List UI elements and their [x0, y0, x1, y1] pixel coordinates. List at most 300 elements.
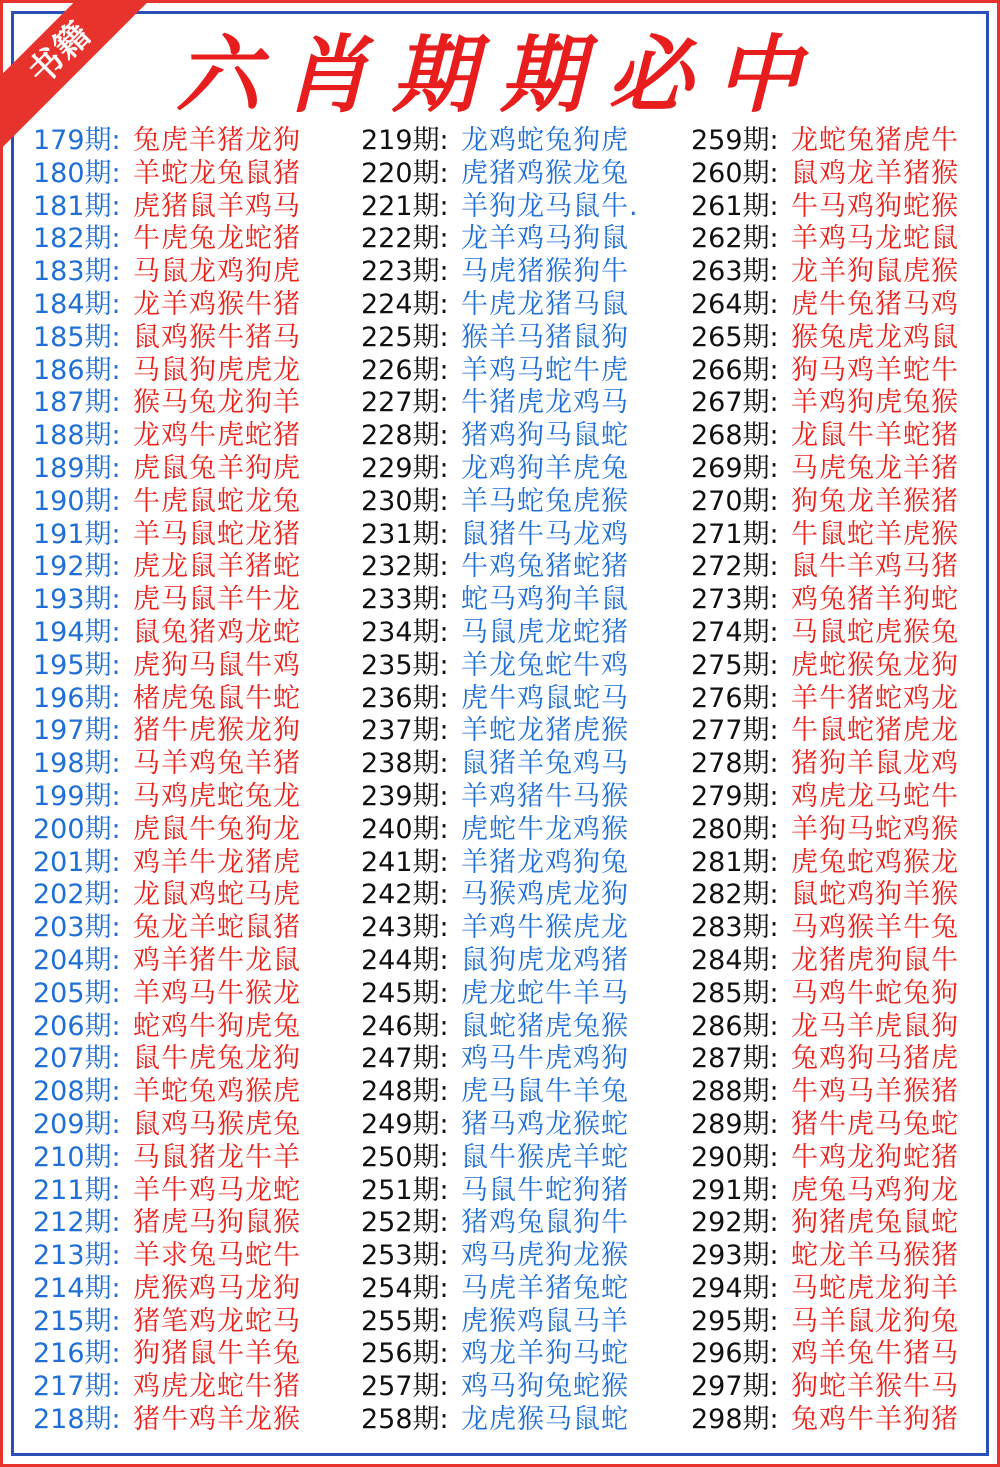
list-item: [361, 1338, 639, 1371]
issue-number: 261期:: [691, 190, 779, 222]
zodiac-picks: 牛鸡兔猪蛇猪: [461, 551, 629, 583]
zodiac-picks: 狗兔龙羊猴猪: [791, 485, 959, 517]
list-item: [33, 1371, 301, 1404]
issue-number: 211期:: [33, 1174, 121, 1206]
issue-number: 234期:: [361, 616, 449, 648]
list-item: [691, 1240, 959, 1273]
list-item: [691, 256, 959, 289]
issue-number: 202期:: [33, 879, 121, 911]
list-item: [33, 683, 301, 716]
list-item: [33, 125, 301, 158]
issue-number: 192期:: [33, 551, 121, 583]
issue-number: 298期:: [691, 1404, 779, 1436]
zodiac-picks: 虎蛇猴兔龙狗: [791, 649, 959, 681]
issue-number: 204期:: [33, 944, 121, 976]
zodiac-picks: 马鼠猪龙牛羊: [133, 1141, 301, 1173]
list-item: [361, 781, 639, 814]
list-item: [33, 879, 301, 912]
issue-number: 224期:: [361, 288, 449, 320]
list-item: [691, 1142, 959, 1175]
issue-number: 286期:: [691, 1010, 779, 1042]
zodiac-picks: 虎猴鸡鼠马羊: [461, 1305, 629, 1337]
issue-number: 185期:: [33, 321, 121, 353]
zodiac-picks: 羊狗龙马鼠牛.: [461, 190, 639, 222]
corner-badge: 书籍: [0, 0, 160, 153]
zodiac-picks: 羊马鼠蛇龙猪: [133, 518, 301, 550]
list-item: [33, 1076, 301, 1109]
list-item: [361, 191, 639, 224]
zodiac-picks: 马虎猪猴狗牛: [461, 256, 629, 288]
zodiac-picks: 马猴鸡虎龙狗: [461, 879, 629, 911]
zodiac-picks: 鸡虎龙马蛇牛: [791, 780, 959, 812]
zodiac-picks: 狗猪虎兔鼠蛇: [791, 1207, 959, 1239]
list-item: [33, 617, 301, 650]
issue-number: 182期:: [33, 223, 121, 255]
zodiac-picks: 鼠猪羊兔鸡马: [461, 748, 629, 780]
zodiac-picks: 猪马鸡龙猴蛇: [461, 1108, 629, 1140]
list-item: [33, 814, 301, 847]
list-item: [33, 650, 301, 683]
list-item: [33, 781, 301, 814]
issue-number: 290期:: [691, 1141, 779, 1173]
list-item: [33, 191, 301, 224]
list-item: [691, 814, 959, 847]
list-item: [361, 1240, 639, 1273]
zodiac-picks: 鸡马牛虎鸡狗: [461, 1043, 629, 1075]
zodiac-picks: 楮虎兔鼠牛蛇: [133, 682, 301, 714]
zodiac-picks: 鸡羊兔牛猪马: [791, 1338, 959, 1370]
issue-number: 281期:: [691, 846, 779, 878]
list-item: [361, 584, 639, 617]
issue-number: 249期:: [361, 1108, 449, 1140]
issue-number: 238期:: [361, 748, 449, 780]
issue-number: 200期:: [33, 813, 121, 845]
list-item: [691, 683, 959, 716]
issue-number: 184期:: [33, 288, 121, 320]
zodiac-picks: 龙羊鸡猴牛猪: [133, 288, 301, 320]
issue-number: 280期:: [691, 813, 779, 845]
issue-number: 250期:: [361, 1141, 449, 1173]
issue-number: 186期:: [33, 354, 121, 386]
list-item: [691, 125, 959, 158]
list-item: [33, 519, 301, 552]
issue-number: 248期:: [361, 1076, 449, 1108]
zodiac-picks: 羊鸡马蛇牛虎: [461, 354, 629, 386]
list-item: [361, 617, 639, 650]
list-item: [361, 125, 639, 158]
zodiac-picks: 羊牛鸡马龙蛇: [133, 1174, 301, 1206]
zodiac-picks: 蛇马鸡狗羊鼠: [461, 584, 629, 616]
list-item: [691, 191, 959, 224]
zodiac-picks: 猴羊马猪鼠狗: [461, 321, 629, 353]
zodiac-picks: 鼠猪牛马龙鸡: [461, 518, 629, 550]
zodiac-picks: 羊鸡马牛猴龙: [133, 977, 301, 1009]
list-item: [361, 912, 639, 945]
issue-number: 246期:: [361, 1010, 449, 1042]
issue-number: 195期:: [33, 649, 121, 681]
zodiac-picks: 虎兔马鸡狗龙: [791, 1174, 959, 1206]
zodiac-picks: 虎鼠兔羊狗虎: [133, 452, 301, 484]
issue-number: 242期:: [361, 879, 449, 911]
list-item: [33, 1142, 301, 1175]
issue-number: 295期:: [691, 1305, 779, 1337]
list-item: [33, 158, 301, 191]
zodiac-picks: 牛鸡龙狗蛇猪: [791, 1141, 959, 1173]
issue-number: 262期:: [691, 223, 779, 255]
zodiac-picks: 马鼠龙鸡狗虎: [133, 256, 301, 288]
zodiac-picks: 牛猪虎龙鸡马: [461, 387, 629, 419]
issue-number: 271期:: [691, 518, 779, 550]
issue-number: 228期:: [361, 420, 449, 452]
issue-number: 244期:: [361, 944, 449, 976]
issue-number: 194期:: [33, 616, 121, 648]
zodiac-picks: 虎兔蛇鸡猴龙: [791, 846, 959, 878]
list-item: [361, 650, 639, 683]
list-item: [691, 1306, 959, 1339]
zodiac-picks: 羊蛇龙猪虎猴: [461, 715, 629, 747]
issue-number: 227期:: [361, 387, 449, 419]
zodiac-picks: 猪狗羊鼠龙鸡: [791, 748, 959, 780]
zodiac-picks: 兔鸡狗马猪虎: [791, 1043, 959, 1075]
list-item: [33, 945, 301, 978]
list-item: [361, 519, 639, 552]
list-item: [33, 978, 301, 1011]
list-item: [361, 322, 639, 355]
zodiac-picks: 猴马兔龙狗羊: [133, 387, 301, 419]
issue-number: 213期:: [33, 1240, 121, 1272]
issue-number: 214期:: [33, 1272, 121, 1304]
zodiac-picks: 鼠鸡马猴虎兔: [133, 1108, 301, 1140]
zodiac-picks: 羊蛇兔鸡猴虎: [133, 1076, 301, 1108]
zodiac-picks: 虎龙蛇牛羊马: [461, 977, 629, 1009]
list-item: [361, 158, 639, 191]
zodiac-picks: 鸡龙羊狗马蛇: [461, 1338, 629, 1370]
list-item: [33, 748, 301, 781]
issue-number: 205期:: [33, 977, 121, 1009]
list-item: [361, 1043, 639, 1076]
list-item: [691, 486, 959, 519]
issue-number: 210期:: [33, 1141, 121, 1173]
list-item: [33, 486, 301, 519]
issue-number: 225期:: [361, 321, 449, 353]
list-item: [691, 584, 959, 617]
zodiac-picks: 虎猪鸡猴龙兔: [461, 157, 629, 189]
list-item: [33, 551, 301, 584]
issue-number: 264期:: [691, 288, 779, 320]
issue-number: 216期:: [33, 1338, 121, 1370]
zodiac-picks: 鼠鸡龙羊猪猴: [791, 157, 959, 189]
zodiac-picks: 猪鸡兔鼠狗牛: [461, 1207, 629, 1239]
zodiac-picks: 鼠狗虎龙鸡猪: [461, 944, 629, 976]
list-item: [691, 551, 959, 584]
issue-number: 279期:: [691, 780, 779, 812]
zodiac-picks: 虎牛兔猪马鸡: [791, 288, 959, 320]
issue-number: 221期:: [361, 190, 449, 222]
zodiac-picks: 虎牛鸡鼠蛇马: [461, 682, 629, 714]
issue-number: 196期:: [33, 682, 121, 714]
list-item: [361, 945, 639, 978]
zodiac-picks: 鼠牛羊鸡马猪: [791, 551, 959, 583]
issue-number: 183期:: [33, 256, 121, 288]
list-item: [691, 223, 959, 256]
list-item: [691, 650, 959, 683]
issue-number: 270期:: [691, 485, 779, 517]
issue-number: 215期:: [33, 1305, 121, 1337]
issue-number: 251期:: [361, 1174, 449, 1206]
zodiac-picks: 鸡马狗兔蛇猴: [461, 1371, 629, 1403]
issue-number: 240期:: [361, 813, 449, 845]
zodiac-picks: 龙鼠鸡蛇马虎: [133, 879, 301, 911]
list-item: [691, 1338, 959, 1371]
issue-number: 223期:: [361, 256, 449, 288]
issue-number: 288期:: [691, 1076, 779, 1108]
issue-number: 179期:: [33, 125, 121, 156]
list-item: [33, 1011, 301, 1044]
issue-number: 207期:: [33, 1043, 121, 1075]
list-item: [33, 256, 301, 289]
issue-number: 276期:: [691, 682, 779, 714]
issue-number: 237期:: [361, 715, 449, 747]
issue-number: 212期:: [33, 1207, 121, 1239]
list-item: [361, 1109, 639, 1142]
zodiac-picks: 鼠蛇鸡狗羊猴: [791, 879, 959, 911]
issue-number: 274期:: [691, 616, 779, 648]
zodiac-picks: 龙虎猴马鼠蛇: [461, 1404, 629, 1436]
list-item: [33, 453, 301, 486]
list-item: [691, 879, 959, 912]
zodiac-picks: 兔虎羊猪龙狗: [133, 125, 301, 156]
list-item: [691, 1207, 959, 1240]
issue-number: 282期:: [691, 879, 779, 911]
issue-number: 292期:: [691, 1207, 779, 1239]
list-item: [691, 781, 959, 814]
issue-number: 198期:: [33, 748, 121, 780]
issue-number: 254期:: [361, 1272, 449, 1304]
zodiac-picks: 羊鸡牛猴虎龙: [461, 912, 629, 944]
issue-number: 255期:: [361, 1305, 449, 1337]
list-item: [361, 223, 639, 256]
issue-number: 209期:: [33, 1108, 121, 1140]
list-item: [361, 387, 639, 420]
issue-number: 243期:: [361, 912, 449, 944]
issue-number: 289期:: [691, 1108, 779, 1140]
issue-number: 257期:: [361, 1371, 449, 1403]
zodiac-picks: 龙鼠牛羊蛇猪: [791, 420, 959, 452]
zodiac-picks: 羊鸡猪牛马猴: [461, 780, 629, 812]
list-item: [691, 453, 959, 486]
issue-number: 187期:: [33, 387, 121, 419]
issue-number: 275期:: [691, 649, 779, 681]
list-item: [361, 355, 639, 388]
list-item: [361, 420, 639, 453]
issue-number: 236期:: [361, 682, 449, 714]
list-item: [361, 978, 639, 1011]
zodiac-picks: 羊蛇龙兔鼠猪: [133, 157, 301, 189]
zodiac-picks: 马蛇虎龙狗羊: [791, 1272, 959, 1304]
list-item: [33, 1109, 301, 1142]
issue-number: 232期:: [361, 551, 449, 583]
list-item: [361, 551, 639, 584]
zodiac-picks: 狗马鸡羊蛇牛: [791, 354, 959, 386]
list-item: [361, 1076, 639, 1109]
issue-number: 256期:: [361, 1338, 449, 1370]
zodiac-picks: 龙蛇兔猪虎牛: [791, 125, 959, 156]
zodiac-picks: 羊狗马蛇鸡猴: [791, 813, 959, 845]
zodiac-picks: 龙鸡牛虎蛇猪: [133, 420, 301, 452]
issue-number: 188期:: [33, 420, 121, 452]
list-item: [33, 322, 301, 355]
list-item: [691, 912, 959, 945]
list-item: [691, 1273, 959, 1306]
issue-number: 229期:: [361, 452, 449, 484]
list-item: [33, 1207, 301, 1240]
list-item: [691, 1043, 959, 1076]
zodiac-picks: 兔鸡牛羊狗猪: [791, 1404, 959, 1436]
list-item: [691, 1109, 959, 1142]
issue-number: 252期:: [361, 1207, 449, 1239]
zodiac-picks: 虎猪鼠羊鸡马: [133, 190, 301, 222]
zodiac-picks: 虎蛇牛龙鸡猴: [461, 813, 629, 845]
zodiac-picks: 马鸡虎蛇兔龙: [133, 780, 301, 812]
zodiac-picks: 羊求兔马蛇牛: [133, 1240, 301, 1272]
issue-number: 273期:: [691, 584, 779, 616]
issue-number: 269期:: [691, 452, 779, 484]
list-item: [33, 1306, 301, 1339]
zodiac-picks: 虎猴鸡马龙狗: [133, 1272, 301, 1304]
issue-number: 277期:: [691, 715, 779, 747]
zodiac-picks: 鼠牛猴虎羊蛇: [461, 1141, 629, 1173]
issue-number: 231期:: [361, 518, 449, 550]
zodiac-picks: 马鸡牛蛇兔狗: [791, 977, 959, 1009]
zodiac-picks: 鸡羊猪牛龙鼠: [133, 944, 301, 976]
list-item: [361, 289, 639, 322]
zodiac-picks: 龙马羊虎鼠狗: [791, 1010, 959, 1042]
list-item: [361, 1142, 639, 1175]
list-item: [361, 683, 639, 716]
issue-number: 191期:: [33, 518, 121, 550]
list-item: [361, 1404, 639, 1437]
zodiac-picks: 蛇龙羊马猴猪: [791, 1240, 959, 1272]
list-item: [361, 814, 639, 847]
issue-number: 241期:: [361, 846, 449, 878]
zodiac-picks: 马羊鼠龙狗兔: [791, 1305, 959, 1337]
list-item: [33, 355, 301, 388]
list-item: [691, 1076, 959, 1109]
zodiac-picks: 牛鼠蛇羊虎猴: [791, 518, 959, 550]
list-item: [361, 1371, 639, 1404]
page-title: 六肖期期必中: [175, 25, 824, 124]
issue-number: 283期:: [691, 912, 779, 944]
issue-number: 189期:: [33, 452, 121, 484]
list-item: [691, 715, 959, 748]
issue-number: 206期:: [33, 1010, 121, 1042]
list-item: [361, 748, 639, 781]
issue-number: 253期:: [361, 1240, 449, 1272]
column-2: [361, 125, 639, 1437]
list-item: [361, 1011, 639, 1044]
zodiac-picks: 狗猪鼠牛羊兔: [133, 1338, 301, 1370]
zodiac-picks: 马鼠虎龙蛇猪: [461, 616, 629, 648]
list-item: [361, 715, 639, 748]
list-item: [691, 158, 959, 191]
issue-number: 220期:: [361, 157, 449, 189]
issue-number: 284期:: [691, 944, 779, 976]
zodiac-picks: 牛虎兔龙蛇猪: [133, 223, 301, 255]
zodiac-picks: 鸡羊牛龙猪虎: [133, 846, 301, 878]
issue-number: 266期:: [691, 354, 779, 386]
issue-number: 180期:: [33, 157, 121, 189]
issue-number: 239期:: [361, 780, 449, 812]
zodiac-picks: 龙羊鸡马狗鼠: [461, 223, 629, 255]
zodiac-picks: 马鼠狗虎虎龙: [133, 354, 301, 386]
zodiac-picks: 狗蛇羊猴牛马: [791, 1371, 959, 1403]
zodiac-picks: 猪牛鸡羊龙猴: [133, 1404, 301, 1436]
issue-number: 294期:: [691, 1272, 779, 1304]
issue-number: 293期:: [691, 1240, 779, 1272]
zodiac-picks: 龙猪虎狗鼠牛: [791, 944, 959, 976]
list-item: [691, 322, 959, 355]
zodiac-picks: 龙鸡狗羊虎兔: [461, 452, 629, 484]
zodiac-picks: 鼠兔猪鸡龙蛇: [133, 616, 301, 648]
zodiac-picks: 龙羊狗鼠虎猴: [791, 256, 959, 288]
list-item: [361, 1207, 639, 1240]
issue-number: 222期:: [361, 223, 449, 255]
list-item: [361, 256, 639, 289]
zodiac-picks: 猪鸡狗马鼠蛇: [461, 420, 629, 452]
issue-number: 287期:: [691, 1043, 779, 1075]
column-3: [691, 125, 959, 1437]
issue-number: 245期:: [361, 977, 449, 1009]
issue-number: 259期:: [691, 125, 779, 156]
list-item: [361, 847, 639, 880]
list-item: [33, 223, 301, 256]
issue-number: 260期:: [691, 157, 779, 189]
zodiac-picks: 虎马鼠羊牛龙: [133, 584, 301, 616]
zodiac-picks: 牛虎鼠蛇龙兔: [133, 485, 301, 517]
zodiac-picks: 羊猪龙鸡狗兔: [461, 846, 629, 878]
zodiac-picks: 羊牛猪蛇鸡龙: [791, 682, 959, 714]
list-item: [33, 1404, 301, 1437]
zodiac-picks: 鼠牛虎兔龙狗: [133, 1043, 301, 1075]
zodiac-picks: 羊龙兔蛇牛鸡: [461, 649, 629, 681]
zodiac-picks: 鸡虎龙蛇牛猪: [133, 1371, 301, 1403]
zodiac-picks: 猪牛虎马兔蛇: [791, 1108, 959, 1140]
issue-number: 181期:: [33, 190, 121, 222]
list-item: [691, 1404, 959, 1437]
zodiac-picks: 鼠蛇猪虎兔猴: [461, 1010, 629, 1042]
zodiac-picks: 蛇鸡牛狗虎兔: [133, 1010, 301, 1042]
issue-number: 285期:: [691, 977, 779, 1009]
list-item: [691, 978, 959, 1011]
issue-number: 291期:: [691, 1174, 779, 1206]
list-item: [361, 879, 639, 912]
list-item: [691, 387, 959, 420]
list-item: [691, 617, 959, 650]
list-item: [361, 1175, 639, 1208]
list-item: [691, 289, 959, 322]
zodiac-picks: 虎狗马鼠牛鸡: [133, 649, 301, 681]
zodiac-picks: 猪牛虎猴龙狗: [133, 715, 301, 747]
zodiac-picks: 马鸡猴羊牛兔: [791, 912, 959, 944]
zodiac-picks: 牛鼠蛇猪虎龙: [791, 715, 959, 747]
list-item: [691, 519, 959, 552]
list-item: [361, 486, 639, 519]
issue-number: 190期:: [33, 485, 121, 517]
zodiac-picks: 虎龙鼠羊猪蛇: [133, 551, 301, 583]
zodiac-picks: 龙鸡蛇兔狗虎: [461, 125, 629, 156]
issue-number: 297期:: [691, 1371, 779, 1403]
list-item: [361, 453, 639, 486]
